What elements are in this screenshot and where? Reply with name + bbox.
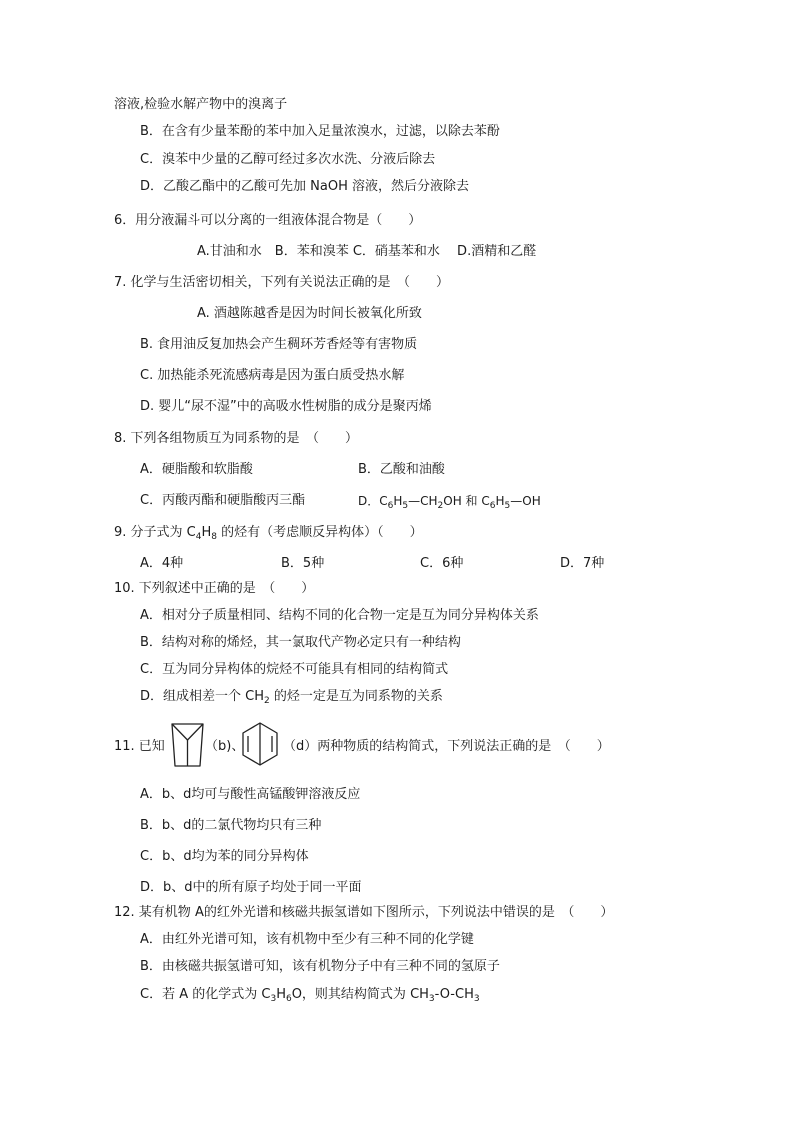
question-7: 7. 化学与生活密切相关，下列有关说法正确的是 （ ） — [114, 275, 450, 290]
option-q8-c: C．丙酸丙酯和硬脂酸丙三酯 — [140, 493, 306, 508]
option-q7-a: A. 酒越陈越香是因为时间长被氧化所致 — [197, 306, 422, 321]
option-q8-b: B．乙酸和油酸 — [358, 462, 445, 477]
option-q11-c: C．b、d均为苯的同分异构体 — [140, 849, 309, 864]
option-q11-d: D．b、d中的所有原子均处于同一平面 — [140, 880, 362, 895]
option-q5-b: B．在含有少量苯酚的苯中加入足量浓溴水，过滤，以除去苯酚 — [140, 124, 500, 139]
option-q9-d: D．7种 — [560, 556, 605, 571]
option-q10-d: D．组成相差一个 $CH_2$ 的烃一定是互为同系物的关系 — [140, 689, 443, 706]
dewar-benzene-structure-d-icon — [240, 721, 280, 767]
question-8: 8. 下列各组物质互为同系物的是 （ ） — [114, 431, 359, 446]
option-q10-c: C．互为同分异构体的烷烃不可能具有相同的结构简式 — [140, 662, 449, 677]
option-q7-b: B. 食用油反复加热会产生稠环芳香烃等有害物质 — [140, 337, 418, 352]
option-q12-b: B．由核磁共振氢谱可知，该有机物分子中有三种不同的氢原子 — [140, 959, 500, 974]
question-6-options: A.甘油和水 B．苯和溴苯 C．硝基苯和水 D.酒精和乙醛 — [197, 244, 537, 259]
text-line: 溶液,检验水解产物中的溴离子 — [114, 97, 288, 112]
question-11: （d）两种物质的结构简式，下列说法正确的是 （ ） — [283, 739, 610, 754]
option-q8-d: D．$C_6H_5—CH_2OH$ 和 $C_6H_5—OH$ — [358, 494, 541, 511]
option-q11-b: B．b、d的二氯代物均只有三种 — [140, 818, 322, 833]
question-10: 10. 下列叙述中正确的是 （ ） — [114, 581, 315, 596]
option-q5-d: D．乙酸乙酯中的乙酸可先加 NaOH 溶液，然后分液除去 — [140, 179, 469, 194]
question-12: 12. 某有机物 A的红外光谱和核磁共振氢谱如下图所示，下列说法中错误的是 （ ） — [114, 905, 614, 920]
question-9: 9. 分子式为 $C_4H_8$ 的烃有（考虑顺反异构体）（ ） — [114, 525, 423, 542]
option-q12-a: A．由红外光谱可知，该有机物中至少有三种不同的化学键 — [140, 932, 474, 947]
question-11-lead: 11. 已知 — [114, 739, 165, 754]
option-q9-c: C．6种 — [420, 556, 464, 571]
option-q9-a: A．4种 — [140, 556, 184, 571]
option-q7-d: D. 婴儿“尿不湿”中的高吸水性树脂的成分是聚丙烯 — [140, 399, 432, 414]
option-q9-b: B．5种 — [281, 556, 325, 571]
question-6: 6．用分液漏斗可以分离的一组液体混合物是（ ） — [114, 213, 422, 228]
option-q7-c: C. 加热能杀死流感病毒是因为蛋白质受热水解 — [140, 368, 405, 383]
label-b: （b)、 — [205, 739, 245, 754]
option-q8-a: A．硬脂酸和软脂酸 — [140, 462, 253, 477]
option-q10-a: A．相对分子质量相同、结构不同的化合物一定是互为同分异构体关系 — [140, 608, 539, 623]
option-q10-b: B．结构对称的烯烃，其一氯取代产物必定只有一种结构 — [140, 635, 461, 650]
prismane-structure-b-icon — [170, 722, 206, 768]
option-q12-c: C．若 A 的化学式为 $C_3H_6O$，则其结构简式为 $CH_3-O-CH_3$ — [140, 987, 480, 1004]
option-q11-a: A．b、d均可与酸性高锰酸钾溶液反应 — [140, 787, 361, 802]
option-q5-c: C．溴苯中少量的乙醇可经过多次水洗、分液后除去 — [140, 152, 436, 167]
